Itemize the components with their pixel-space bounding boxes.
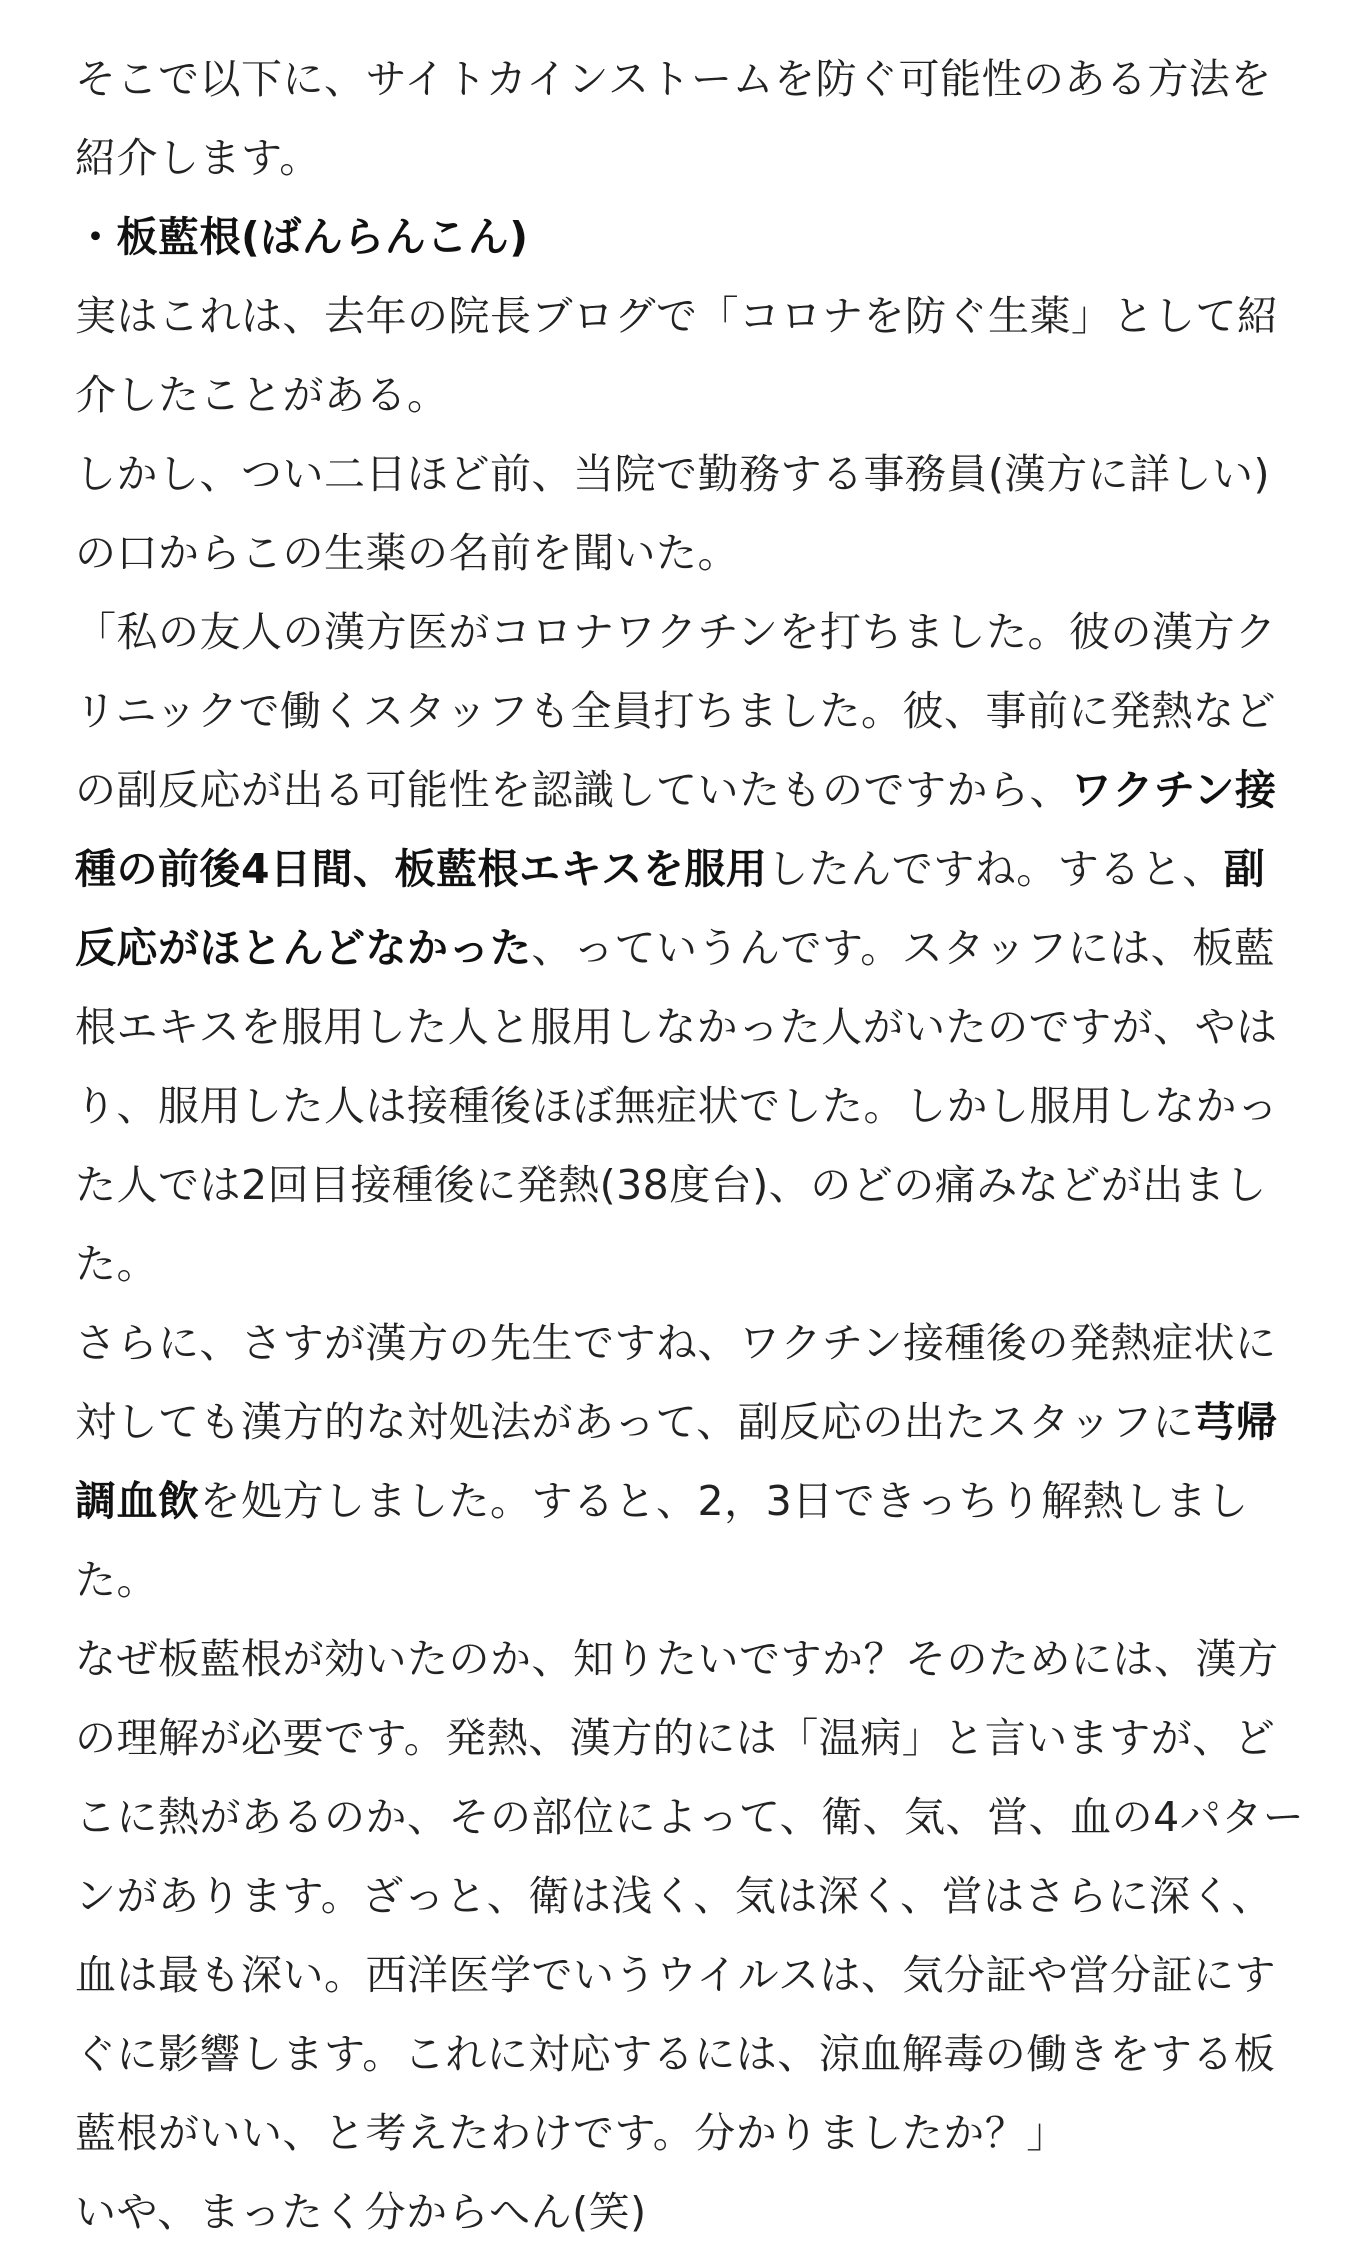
quote-text-2: したんですね。すると、 [767, 845, 1224, 893]
para3-bold-1: 芎帰調血飲 [75, 1398, 1278, 1525]
para3-text-1: さらに、さすが漢方の先生ですね、ワクチン接種後の発熱症状に対しても漢方的な対処法があって、副反応の出たスタッフに [75, 1319, 1277, 1446]
paragraph-2: しかし、つい二日ほど前、当院で勤務する事務員(漢方に詳しい)の口からこの生薬の名前を聞いた。 [75, 450, 1270, 577]
quote-bold-1: ワクチン接種の前後4日間、板藍根エキスを服用 [75, 766, 1277, 893]
paragraph-5: いや、まったく分からへん(笑) [75, 2188, 647, 2236]
article-body [75, 40, 1305, 2252]
quote-text-1: 「私の友人の漢方医がコロナワクチンを打ちました。彼の漢方クリニックで働くスタッフも全員打ちました。彼、事前に発熱などの副反応が出る可能性を認識していたものですから、 [75, 608, 1277, 814]
paragraph-3 [75, 1304, 1305, 1620]
intro-paragraph: そこで以下に、サイトカインストームを防ぐ可能性のある方法を紹介します。 [75, 55, 1272, 182]
quote-bold-2: 副反応がほとんどなかった [75, 845, 1266, 972]
quote-text-3: 、っていうんです。スタッフには、板藍根エキスを服用した人と服用しなかった人がいたのですが、やはり、服用した人は接種後ほぼ無症状でした。しかし服用しなかった人では2回目接種後に発熱(38度台)、のどの痛みなどが出ました。 [75, 924, 1279, 1288]
paragraph-4: なぜ板藍根が効いたのか、知りたいですか？そのためには、漢方の理解が必要です。発熱、漢方的には「温病」と言いますが、どこに熱があるのか、その部位によって、衛、気、営、血の4パターンがあります。ざっと、衛は浅く、気は深く、営はさらに深く、血は最も深い。西洋医学でいうウイルスは、気分証や営分証にすぐに影響します。これに対応するには、涼血解毒の働きをする板藍根がいい、と考えたわけです。分かりましたか？」 [75, 1635, 1305, 2157]
quote-paragraph [75, 593, 1305, 1304]
para3-text-2: を処方しました。すると、2，3日できっちり解熱しました。 [75, 1477, 1249, 1604]
section-heading: ・板藍根(ばんらんこん) [75, 213, 529, 261]
paragraph-1: 実はこれは、去年の院長ブログで「コロナを防ぐ生薬」として紹介したことがある。 [75, 292, 1279, 419]
